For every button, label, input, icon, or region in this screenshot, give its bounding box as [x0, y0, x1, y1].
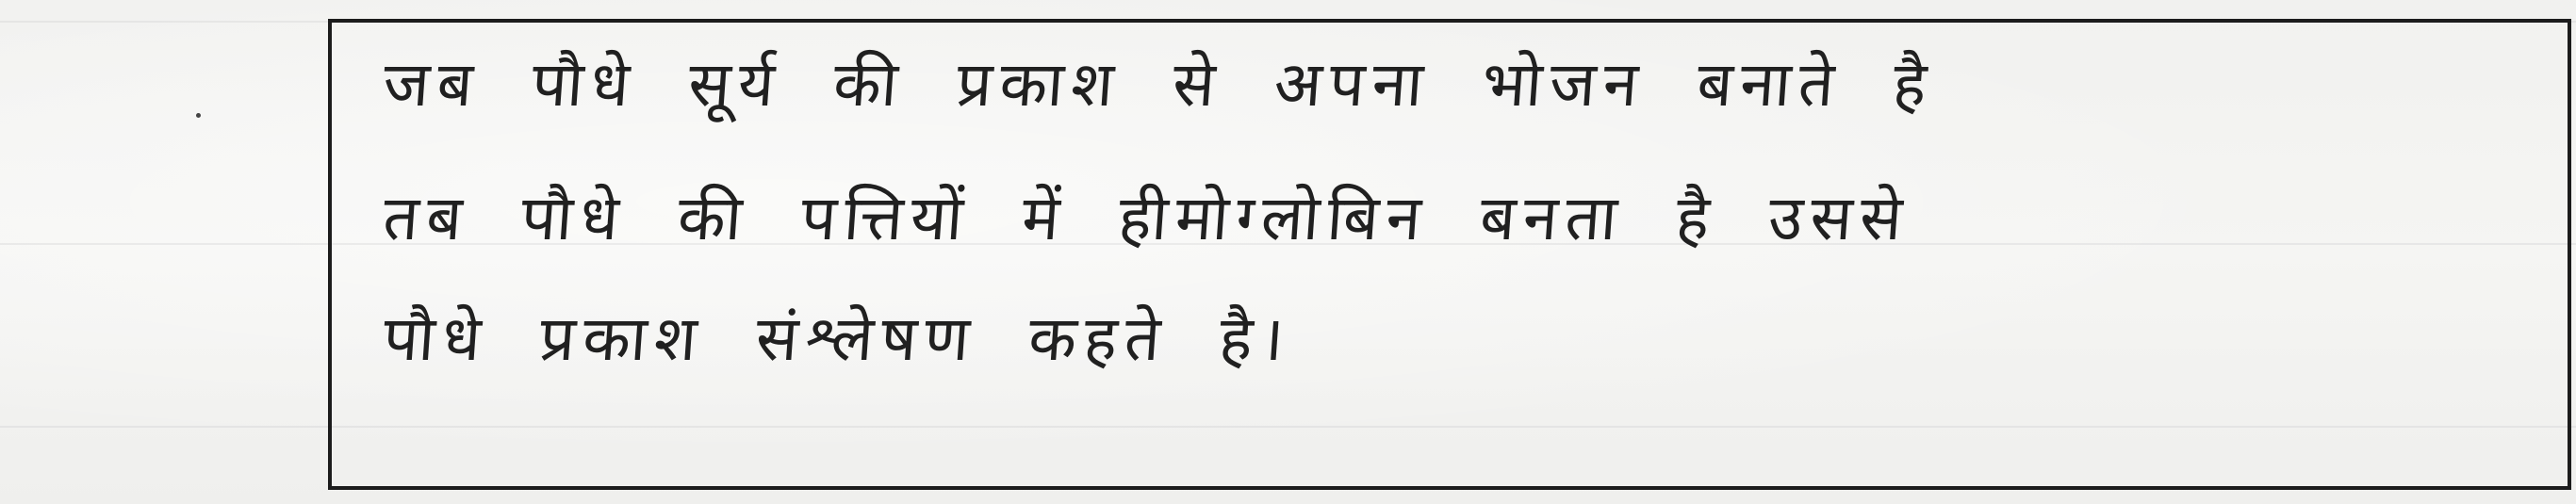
answer-line-3: पौधे प्रकाश संश्लेषण कहते है।: [381, 302, 1294, 375]
answer-line-1: जब पौधे सूर्य की प्रकाश से अपना भोजन बनाते है: [381, 48, 1937, 121]
answer-line-2: तब पौधे की पत्तियों में हीमोग्लोबिन बनता है उससे: [381, 182, 1912, 254]
ink-dot: [196, 113, 201, 118]
answer-box: [328, 19, 2571, 490]
